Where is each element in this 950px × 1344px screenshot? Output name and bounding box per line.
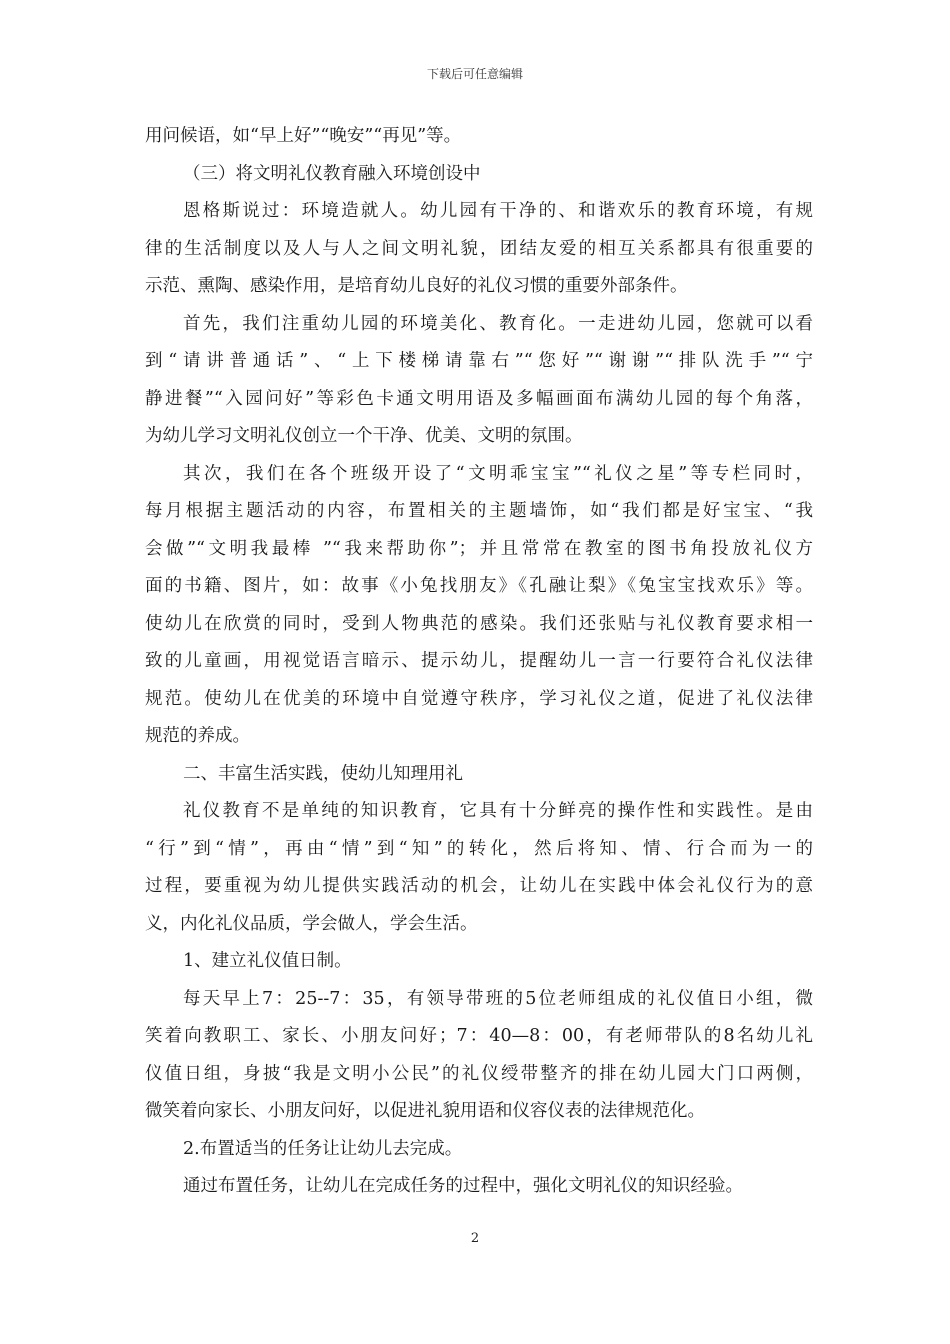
text-line: 面的书籍、图片，如：故事《小兔找朋友》《孔融让梨》《兔宝宝找欢乐》等。 — [145, 576, 813, 596]
text-line: 笑着向教职工、家长、小朋友问好；7：40—8：00，有老师带队的8名幼儿礼 — [145, 1026, 813, 1046]
page-header: 下载后可任意编辑 — [426, 67, 523, 81]
text-line: 为幼儿学习文明礼仪创立一个干净、优美、文明的氛围。 — [145, 426, 583, 446]
page-number: 2 — [470, 1231, 480, 1246]
text-line: 义，内化礼仪品质，学会做人，学会生活。 — [145, 913, 478, 934]
document-body — [145, 118, 813, 1206]
text-line: 每月根据主题活动的内容，布置相关的主题墙饰，如“我们都是好宝宝、“我 — [145, 501, 813, 521]
text-line: “行”到“情”，再由“情”到“知”的转化，然后将知、情、行合而为一的 — [145, 838, 813, 859]
text-line: 1、建立礼仪值日制。 — [183, 951, 352, 971]
text-line: 律的生活制度以及人与人之间文明礼貌，团结友爱的相互关系都具有很重要的 — [145, 238, 813, 259]
text-line: 微笑着向家长、小朋友问好，以促进礼貌用语和仪容仪表的法律规范化。 — [145, 1101, 705, 1121]
text-line: 规范。使幼儿在优美的环境中自觉遵守秩序，学习礼仪之道，促进了礼仪法律 — [145, 688, 813, 709]
text-line: 礼仪教育不是单纯的知识教育，它具有十分鲜亮的操作性和实践性。是由 — [183, 801, 813, 821]
text-line: 使幼儿在欣赏的同时，受到人物典范的感染。我们还张贴与礼仪教育要求相一 — [145, 613, 813, 634]
text-line: 规范的养成。 — [145, 726, 250, 746]
text-line: 示范、熏陶、感染作用，是培育幼儿良好的礼仪习惯的重要外部条件。 — [145, 276, 688, 296]
text-line: 2.布置适当的任务让让幼儿去完成。 — [183, 1138, 463, 1159]
text-line: （三）将文明礼仪教育融入环境创设中 — [183, 163, 481, 184]
text-line: 仪值日组，身披“我是文明小公民”的礼仪绶带整齐的排在幼儿园大门口两侧， — [145, 1063, 813, 1084]
text-line: 到“请讲普通话”、“上下楼梯请靠右”“您好”“谢谢”“排队洗手”“宁 — [145, 351, 813, 371]
text-line: 其次，我们在各个班级开设了“文明乖宝宝”“礼仪之星”等专栏同时， — [183, 463, 813, 484]
text-line: 用问候语，如“早上好”“晚安”“再见”等。 — [145, 126, 462, 146]
text-line: 首先，我们注重幼儿园的环境美化、教育化。一走进幼儿园，您就可以看 — [183, 313, 813, 334]
text-line: 每天早上7：25--7：35，有领导带班的5位老师组成的礼仪值日小组，微 — [183, 988, 813, 1009]
text-line: 致的儿童画，用视觉语言暗示、提示幼儿，提醒幼儿一言一行要符合礼仪法律 — [145, 651, 813, 671]
text-line: 二、丰富生活实践，使幼儿知理用礼 — [183, 763, 463, 784]
text-line: 过程，要重视为幼儿提供实践活动的机会，让幼儿在实践中体会礼仪行为的意 — [145, 876, 813, 896]
text-line: 通过布置任务，让幼儿在完成任务的过程中，强化文明礼仪的知识经验。 — [183, 1176, 743, 1196]
text-line: 会做”“文明我最棒 ”“我来帮助你”；并且常常在教室的图书角投放礼仪方 — [145, 538, 813, 559]
text-line: 静进餐”“入园问好”等彩色卡通文明用语及多幅画面布满幼儿园的每个角落， — [145, 388, 813, 409]
text-line: 恩格斯说过：环境造就人。幼儿园有干净的、和谐欢乐的教育环境，有规 — [183, 201, 813, 221]
